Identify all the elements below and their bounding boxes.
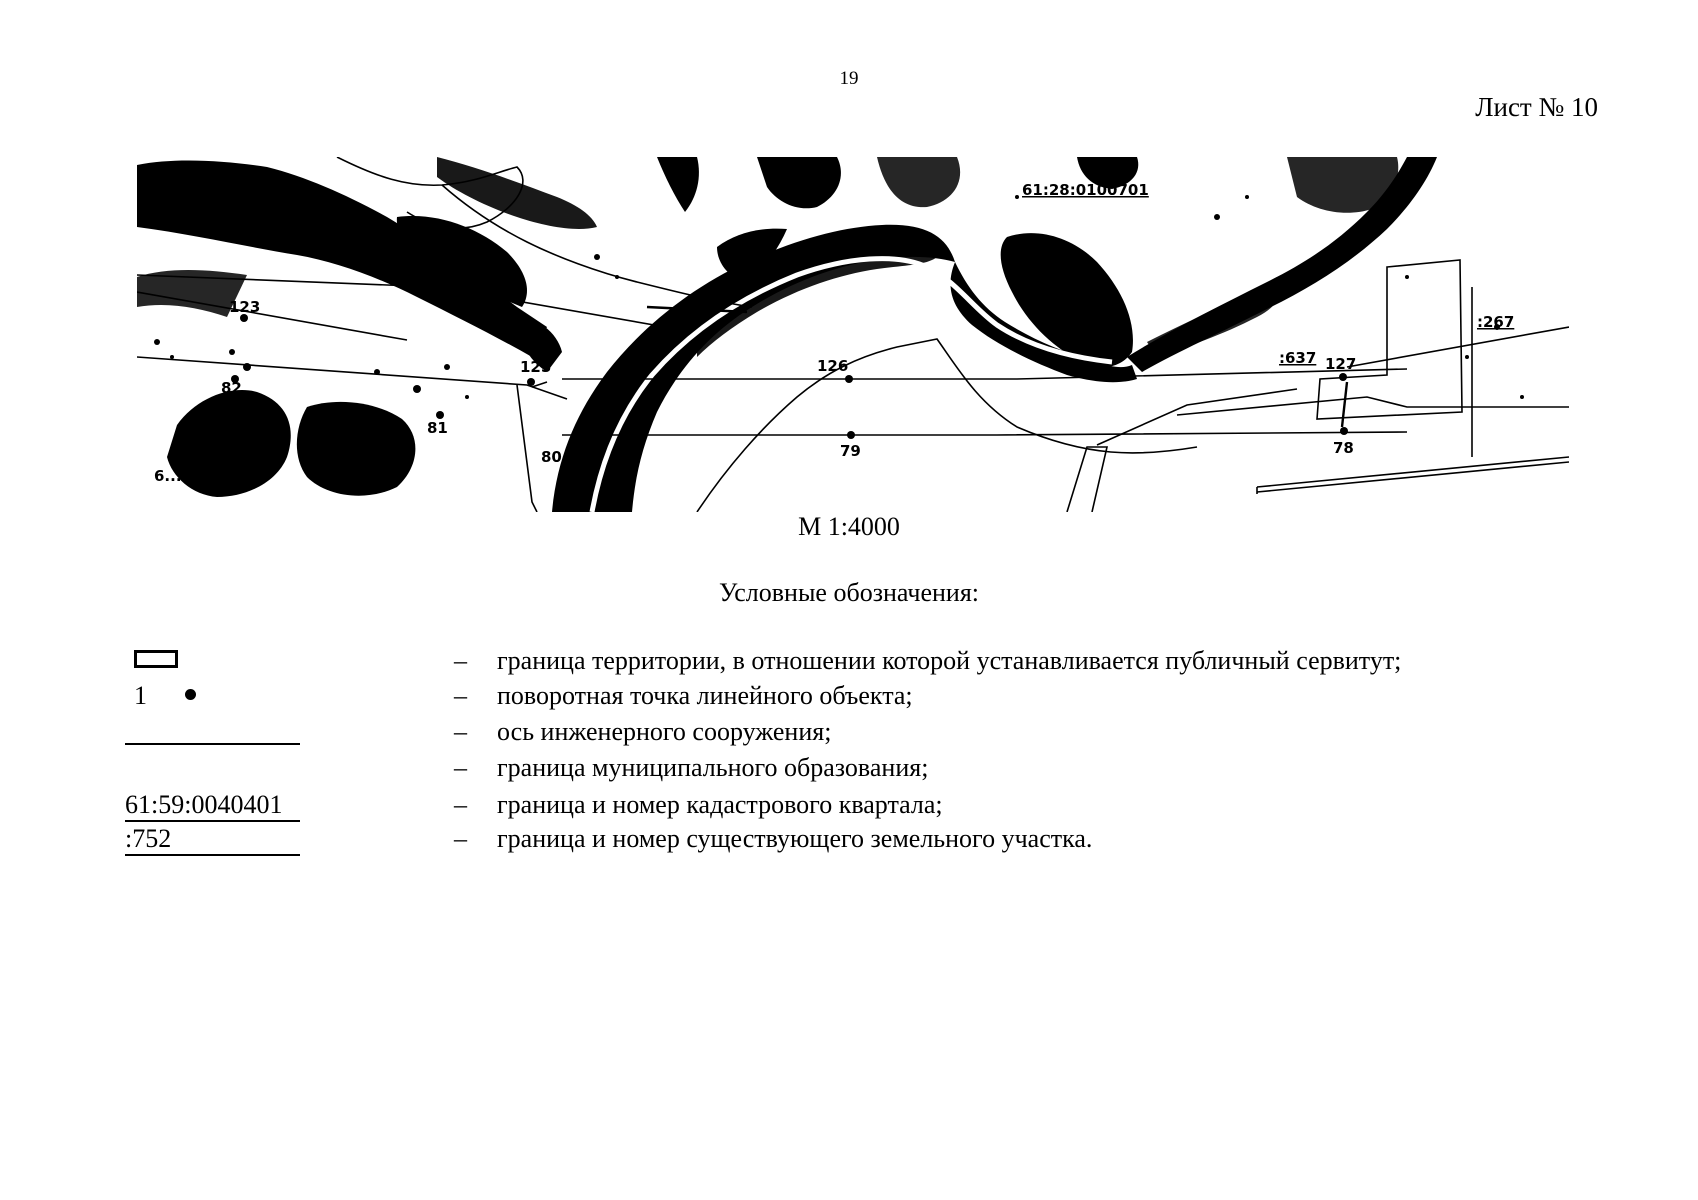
- legend-row-cadastral-quarter: [0, 788, 1698, 824]
- point-label-11: 11: [304, 185, 325, 203]
- page-number: 19: [839, 68, 859, 89]
- legend-symbol-point: [125, 679, 305, 715]
- legend-dash: –: [454, 790, 467, 819]
- legend-title: Условные обозначения:: [718, 578, 980, 607]
- sheet-label: Лист № 10: [1475, 92, 1598, 122]
- municipal-boundary-swatch: [125, 743, 300, 745]
- point-label-80: 80: [541, 448, 562, 466]
- point-label-81: 81: [427, 419, 448, 437]
- point-label-79: 79: [840, 442, 861, 460]
- legend-row-land-parcel: [0, 822, 1698, 858]
- legend-text-structure-axis: ось инженерного сооружения;: [497, 717, 832, 746]
- cadastral-quarter-label: 61:28:0100701: [1022, 181, 1149, 199]
- legend-text-land-parcel: граница и номер существующего земельного участка.: [497, 824, 1093, 853]
- legend-dash: –: [454, 681, 467, 710]
- legend-row-municipal-boundary: [0, 751, 1698, 787]
- legend-dash: –: [454, 717, 467, 746]
- legend-symbol-land-parcel: [125, 822, 305, 858]
- terrain-dark-areas: [137, 157, 1437, 512]
- legend-symbol-municipal-line: [125, 751, 305, 787]
- legend-text-municipal-boundary: граница муниципального образования;: [497, 753, 929, 782]
- turning-point-number: 1: [134, 681, 147, 710]
- map-fragment: [137, 157, 1569, 512]
- legend-text-turning-point: поворотная точка линейного объекта;: [497, 681, 913, 710]
- point-label-78: 78: [1333, 439, 1354, 457]
- point-label-123: 123: [229, 298, 261, 316]
- parcel-number: :752: [125, 824, 300, 856]
- parcel-label-06: 6...:06: [154, 467, 209, 485]
- parcel-label-637: :637: [1279, 349, 1317, 367]
- legend-text-cadastral-quarter: граница и номер кадастрового квартала;: [497, 790, 943, 819]
- legend-row-easement-boundary: [0, 644, 1698, 680]
- legend-dash: –: [454, 824, 467, 853]
- point-label-126: 126: [817, 357, 849, 375]
- easement-boundary-swatch: [134, 650, 178, 668]
- legend-row-structure-axis: [0, 715, 1698, 751]
- legend-dash: –: [454, 753, 467, 782]
- cadastral-quarter-number: 61:59:0040401: [125, 790, 300, 822]
- turning-point-dot-icon: [185, 689, 196, 700]
- legend-symbol-cadastral-quarter: [125, 788, 305, 824]
- legend-symbol-axis: [125, 715, 305, 751]
- point-label-82: 82: [221, 379, 242, 397]
- map-scale: М 1:4000: [798, 512, 900, 541]
- legend-text-easement-boundary: граница территории, в отношении которой устанавливается публичный сервитут;: [497, 646, 1402, 675]
- legend-dash: –: [454, 646, 467, 675]
- parcel-label-267: :267: [1477, 313, 1515, 331]
- legend-symbol-rectangle: [125, 644, 305, 680]
- legend-row-turning-point: [0, 679, 1698, 715]
- map-svg: [137, 157, 1569, 512]
- point-label-125: 125: [520, 358, 552, 376]
- point-label-127: 127: [1325, 355, 1357, 373]
